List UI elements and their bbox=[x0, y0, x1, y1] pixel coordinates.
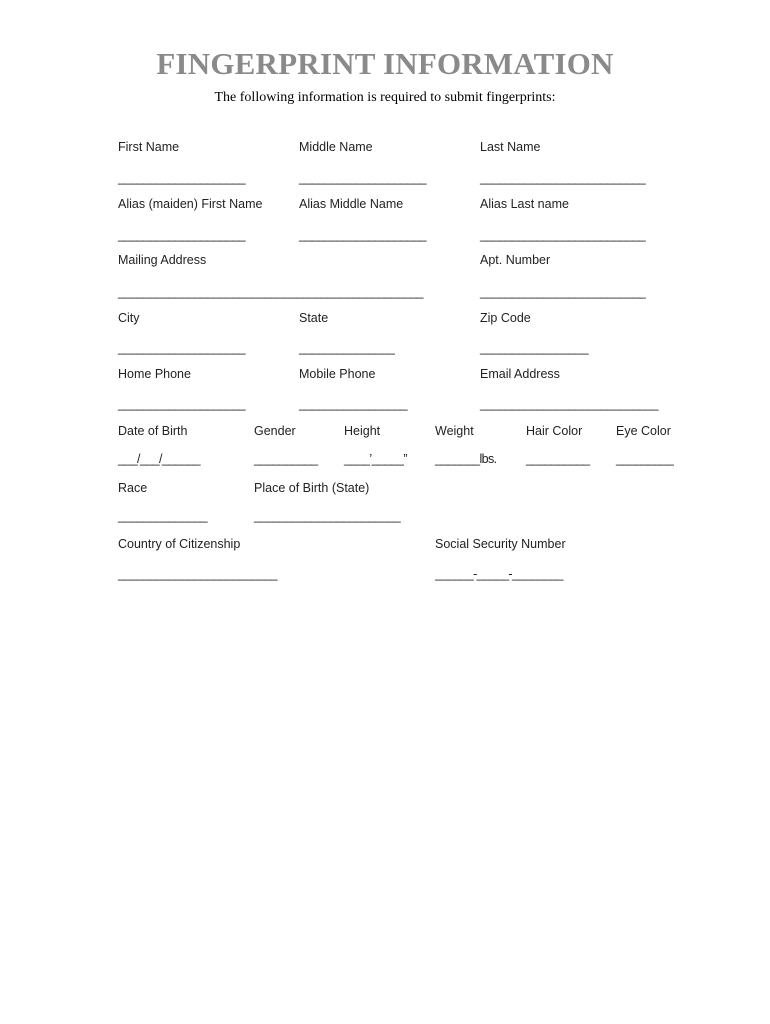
state-field[interactable]: _______________ bbox=[299, 341, 395, 355]
weight-field[interactable]: _______lbs. bbox=[435, 452, 497, 466]
height-label: Height bbox=[344, 424, 381, 438]
alias-first-name-label: Alias (maiden) First Name bbox=[118, 197, 263, 211]
last-name-label: Last Name bbox=[480, 140, 541, 154]
gender-field[interactable]: __________ bbox=[254, 452, 318, 466]
email-address-field[interactable]: ____________________________ bbox=[480, 397, 658, 411]
home-phone-label: Home Phone bbox=[118, 367, 191, 381]
ssn-label: Social Security Number bbox=[435, 537, 566, 551]
city-field[interactable]: ____________________ bbox=[118, 341, 246, 355]
ssn-field[interactable]: ______-_____-________ bbox=[435, 567, 563, 581]
email-address-label: Email Address bbox=[480, 367, 560, 381]
alias-last-name-field[interactable]: __________________________ bbox=[480, 228, 646, 242]
place-of-birth-label: Place of Birth (State) bbox=[254, 481, 370, 495]
middle-name-label: Middle Name bbox=[299, 140, 373, 154]
last-name-field[interactable]: __________________________ bbox=[480, 171, 646, 185]
race-label: Race bbox=[118, 481, 148, 495]
mobile-phone-label: Mobile Phone bbox=[299, 367, 376, 381]
country-of-citizenship-label: Country of Citizenship bbox=[118, 537, 241, 551]
eye-color-label: Eye Color bbox=[616, 424, 671, 438]
apt-number-field[interactable]: __________________________ bbox=[480, 285, 646, 299]
alias-last-name-label: Alias Last name bbox=[480, 197, 569, 211]
first-name-field[interactable]: ____________________ bbox=[118, 171, 246, 185]
alias-middle-name-label: Alias Middle Name bbox=[299, 197, 404, 211]
state-label: State bbox=[299, 311, 329, 325]
zip-code-field[interactable]: _________________ bbox=[480, 341, 588, 355]
race-field[interactable]: ______________ bbox=[118, 509, 207, 523]
first-name-label: First Name bbox=[118, 140, 180, 154]
eye-color-field[interactable]: _________ bbox=[616, 452, 674, 466]
country-of-citizenship-field[interactable]: _________________________ bbox=[118, 567, 277, 581]
height-field[interactable]: ____’_____” bbox=[344, 452, 407, 466]
city-label: City bbox=[118, 311, 140, 325]
middle-name-field[interactable]: ____________________ bbox=[299, 171, 427, 185]
date-of-birth-field[interactable]: ___/___/______ bbox=[118, 452, 200, 466]
mailing-address-field[interactable]: ________________________________________________ bbox=[118, 285, 423, 299]
alias-middle-name-field[interactable]: ____________________ bbox=[299, 228, 427, 242]
page-title: FINGERPRINT INFORMATION bbox=[156, 46, 614, 81]
weight-label: Weight bbox=[435, 424, 474, 438]
date-of-birth-label: Date of Birth bbox=[118, 424, 188, 438]
hair-color-label: Hair Color bbox=[526, 424, 583, 438]
place-of-birth-field[interactable]: _______________________ bbox=[254, 509, 401, 523]
mailing-address-label: Mailing Address bbox=[118, 253, 207, 267]
page-subtitle: The following information is required to submit fingerprints: bbox=[214, 90, 556, 105]
mobile-phone-field[interactable]: _________________ bbox=[299, 397, 407, 411]
home-phone-field[interactable]: ____________________ bbox=[118, 397, 246, 411]
gender-label: Gender bbox=[254, 424, 296, 438]
hair-color-field[interactable]: __________ bbox=[526, 452, 590, 466]
apt-number-label: Apt. Number bbox=[480, 253, 551, 267]
alias-first-name-field[interactable]: ____________________ bbox=[118, 228, 246, 242]
zip-code-label: Zip Code bbox=[480, 311, 531, 325]
